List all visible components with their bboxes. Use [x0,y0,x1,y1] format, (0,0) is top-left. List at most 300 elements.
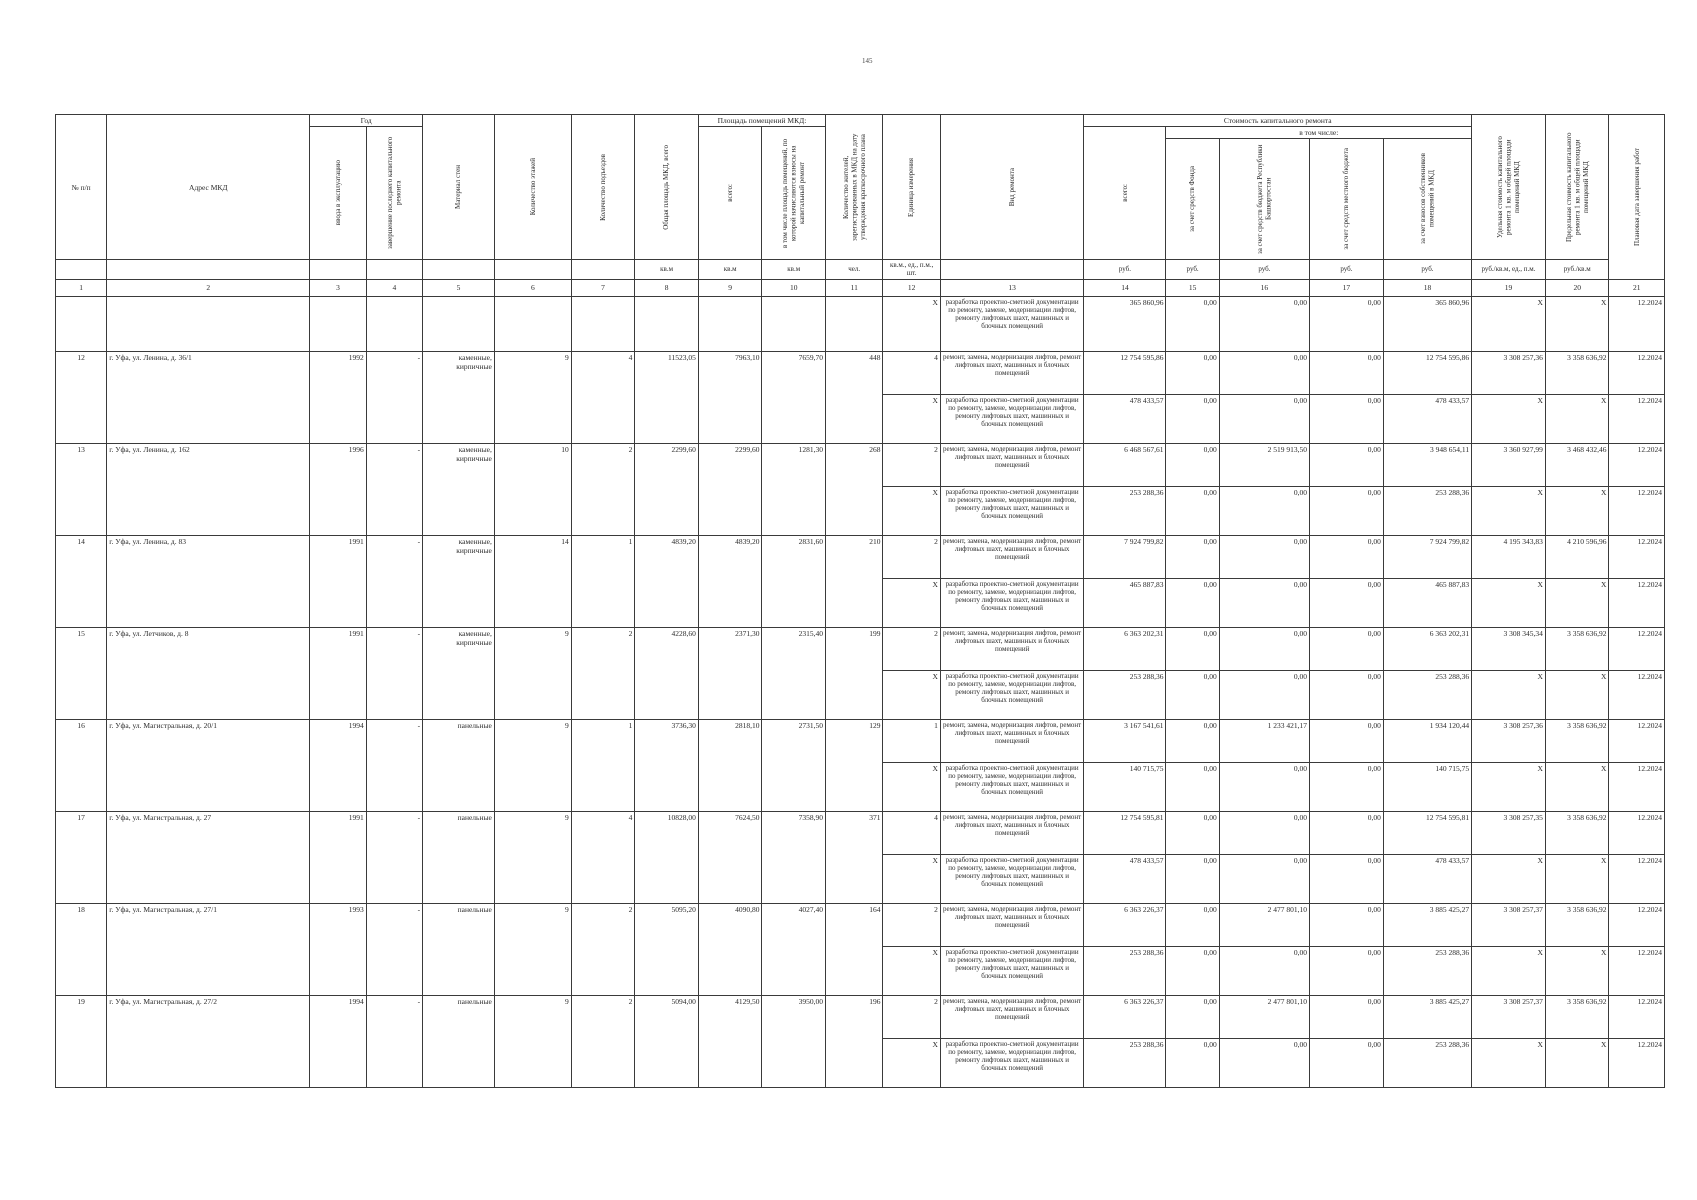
work-type-cell: разработка проектно-сметной документации по ремонту, замене, модернизации лифтов, ремонту лифтовых шахт, машинных и блочных помещений [940,946,1084,995]
unit-cell: X [883,578,940,627]
limit-cost-cell: X [1545,394,1609,443]
wall-material-cell: панельные [423,719,495,811]
cost-fund-cell: 0,00 [1166,443,1219,486]
cost-republic-cell: 0,00 [1219,854,1309,903]
column-number: 3 [310,279,366,296]
cost-fund-cell: 0,00 [1166,1038,1219,1087]
limit-cost-cell: 3 358 636,92 [1545,351,1609,394]
page-number: 145 [862,57,873,65]
planned-date-cell: 12.2024 [1609,578,1665,627]
cost-owners-cell: 465 887,83 [1383,578,1471,627]
total-area-cell: 5095,20 [635,903,699,995]
row-number-cell: 12 [56,351,107,443]
planned-date-cell: 12.2024 [1609,351,1665,394]
table-row [56,296,1665,351]
entrances-cell: 2 [571,627,635,719]
cost-republic-cell: 2 519 913,50 [1219,443,1309,486]
cost-republic-cell: 0,00 [1219,394,1309,443]
cost-republic-cell: 0,00 [1219,578,1309,627]
residents-cell: 196 [826,995,883,1087]
address-cell: г. Уфа, ул. Ленина, д. 83 [107,535,310,627]
cost-local-cell: 0,00 [1310,351,1384,394]
header-limit-cost: Предельная стоимость капитального ремонта 1 кв. м общей площади помещений МКД [1545,115,1609,260]
floors-cell: 14 [494,535,571,627]
cost-owners-cell: 253 288,36 [1383,946,1471,995]
column-number: 5 [423,279,495,296]
wall-material-cell: каменные, кирпичные [423,443,495,535]
unit-cost-cell: 3 308 345,34 [1472,627,1546,670]
cost-owners-cell: 7 924 799,82 [1383,535,1471,578]
residents-cell: 164 [826,903,883,995]
column-number: 12 [883,279,940,296]
year-commission-cell: 1993 [310,903,366,995]
cost-republic-cell: 0,00 [1219,486,1309,535]
work-type-cell: разработка проектно-сметной документации по ремонту, замене, модернизации лифтов, ремонту лифтовых шахт, машинных и блочных помещений [940,762,1084,811]
area-all-cell: 4839,20 [698,535,762,627]
column-number: 4 [366,279,422,296]
unit-cell: X [883,946,940,995]
cost-total-cell: 365 860,96 [1084,296,1166,351]
planned-date-cell: 12.2024 [1609,394,1665,443]
address-cell: г. Уфа, ул. Ленина, д. 162 [107,443,310,535]
limit-cost-cell: X [1545,762,1609,811]
cost-total-cell: 6 363 226,37 [1084,995,1166,1038]
address-cell: г. Уфа, ул. Летчиков, д. 8 [107,627,310,719]
cost-local-cell: 0,00 [1310,670,1384,719]
limit-cost-cell: X [1545,946,1609,995]
table-header [56,115,1665,297]
row-number-cell: 14 [56,535,107,627]
cost-fund-cell: 0,00 [1166,627,1219,670]
cost-fund-cell: 0,00 [1166,351,1219,394]
area-all-cell: 2371,30 [698,627,762,719]
table-row [56,811,1665,854]
unit-cell: 4 [883,811,940,854]
unit-cell: 2 [883,627,940,670]
year-last-repair-cell: - [366,903,422,995]
year-last-repair-cell: - [366,443,422,535]
area-all-cell: 2299,60 [698,443,762,535]
units-row [56,260,1665,280]
planned-date-cell: 12.2024 [1609,946,1665,995]
cost-republic-cell: 0,00 [1219,811,1309,854]
limit-cost-cell: 3 358 636,92 [1545,995,1609,1038]
cost-local-cell: 0,00 [1310,1038,1384,1087]
header-area-all: всего: [698,127,762,260]
area-residents-cell: 7358,90 [762,811,826,903]
planned-date-cell: 12.2024 [1609,627,1665,670]
unit-label: руб. [1383,260,1471,280]
wall-material-cell: панельные [423,995,495,1087]
planned-date-cell: 12.2024 [1609,854,1665,903]
unit-cell: 2 [883,443,940,486]
column-number: 16 [1219,279,1309,296]
area-all-cell: 4090,80 [698,903,762,995]
year-last-repair-cell: - [366,995,422,1087]
work-type-cell: разработка проектно-сметной документации по ремонту, замене, модернизации лифтов, ремонту лифтовых шахт, машинных и блочных помещений [940,578,1084,627]
planned-date-cell: 12.2024 [1609,443,1665,486]
limit-cost-cell: X [1545,854,1609,903]
year-last-repair-cell: - [366,627,422,719]
wall-material-cell: каменные, кирпичные [423,351,495,443]
limit-cost-cell: 3 358 636,92 [1545,903,1609,946]
cost-total-cell: 253 288,36 [1084,486,1166,535]
limit-cost-cell: X [1545,1038,1609,1087]
header-cost-local: за счет средств местного бюджета [1310,139,1384,260]
cost-republic-cell: 2 477 801,10 [1219,903,1309,946]
address-cell: г. Уфа, ул. Магистральная, д. 20/1 [107,719,310,811]
address-cell: г. Уфа, ул. Магистральная, д. 27/1 [107,903,310,995]
area-residents-cell: 3950,00 [762,995,826,1087]
work-type-cell: ремонт, замена, модернизация лифтов, ремонт лифтовых шахт, машинных и блочных помещений [940,535,1084,578]
planned-date-cell: 12.2024 [1609,762,1665,811]
planned-date-cell: 12.2024 [1609,670,1665,719]
column-number: 10 [762,279,826,296]
header-premises-area-group: Площадь помещений МКД: [698,115,825,127]
area-residents-cell: 2315,40 [762,627,826,719]
wall-material-cell: каменные, кирпичные [423,627,495,719]
column-number: 20 [1545,279,1609,296]
area-all-cell: 4129,50 [698,995,762,1087]
planned-date-cell: 12.2024 [1609,486,1665,535]
unit-label: руб./кв.м, ед., п.м. [1472,260,1546,280]
work-type-cell: ремонт, замена, модернизация лифтов, ремонт лифтовых шахт, машинных и блочных помещений [940,719,1084,762]
cost-local-cell: 0,00 [1310,296,1384,351]
repair-plan-table [55,114,1665,1088]
row-number-cell: 19 [56,995,107,1087]
column-number: 8 [635,279,699,296]
cost-owners-cell: 253 288,36 [1383,670,1471,719]
cost-local-cell: 0,00 [1310,578,1384,627]
column-number-row [56,279,1665,296]
cost-republic-cell: 0,00 [1219,670,1309,719]
total-area-cell: 2299,60 [635,443,699,535]
unit-cell: X [883,1038,940,1087]
unit-label: руб. [1219,260,1309,280]
unit-cost-cell: 3 308 257,37 [1472,903,1546,946]
work-type-cell: ремонт, замена, модернизация лифтов, ремонт лифтовых шахт, машинных и блочных помещений [940,903,1084,946]
column-number: 18 [1383,279,1471,296]
cost-local-cell: 0,00 [1310,535,1384,578]
wall-material-cell: панельные [423,903,495,995]
header-year-commission: ввода в эксплуатацию [310,127,366,260]
cost-fund-cell: 0,00 [1166,811,1219,854]
work-type-cell: разработка проектно-сметной документации по ремонту, замене, модернизации лифтов, ремонту лифтовых шахт, машинных и блочных помещений [940,854,1084,903]
floors-cell: 10 [494,443,571,535]
header-cost-total: всего: [1084,127,1166,260]
unit-label: руб./кв.м [1545,260,1609,280]
planned-date-cell: 12.2024 [1609,535,1665,578]
cost-fund-cell: 0,00 [1166,670,1219,719]
floors-cell: 9 [494,903,571,995]
header-residents: Количество жителей, зарегистрированных в МКД на дату утверждения краткосрочного плана [826,115,883,260]
entrances-cell: 1 [571,535,635,627]
year-last-repair-cell: - [366,351,422,443]
unit-cell: X [883,486,940,535]
table-row [56,627,1665,670]
cost-republic-cell: 0,00 [1219,296,1309,351]
table-row [56,351,1665,394]
floors-cell: 9 [494,719,571,811]
cost-local-cell: 0,00 [1310,627,1384,670]
unit-cost-cell: 3 308 257,36 [1472,351,1546,394]
cost-republic-cell: 0,00 [1219,946,1309,995]
column-number: 21 [1609,279,1665,296]
work-type-cell: ремонт, замена, модернизация лифтов, ремонт лифтовых шахт, машинных и блочных помещений [940,811,1084,854]
cost-fund-cell: 0,00 [1166,854,1219,903]
year-commission-cell: 1991 [310,535,366,627]
cost-total-cell: 253 288,36 [1084,1038,1166,1087]
work-type-cell: ремонт, замена, модернизация лифтов, ремонт лифтовых шахт, машинных и блочных помещений [940,443,1084,486]
area-residents-cell: 1281,30 [762,443,826,535]
row-number-cell: 13 [56,443,107,535]
unit-cell: X [883,854,940,903]
cost-total-cell: 12 754 595,81 [1084,811,1166,854]
header-planned-date: Плановая дата завершения работ [1609,115,1665,280]
column-number: 17 [1310,279,1384,296]
residents-cell: 371 [826,811,883,903]
cost-republic-cell: 2 477 801,10 [1219,995,1309,1038]
header-year-group: Год [310,115,423,127]
unit-cell: 2 [883,995,940,1038]
unit-label: кв.м., ед., п.м., шт. [883,260,940,280]
table-row [56,995,1665,1038]
column-number: 2 [107,279,310,296]
row-number-cell: 17 [56,811,107,903]
header-wall: Материал стен [423,115,495,260]
cost-owners-cell: 3 948 654,11 [1383,443,1471,486]
unit-cost-cell: X [1472,578,1546,627]
total-area-cell: 10828,00 [635,811,699,903]
limit-cost-cell: 3 358 636,92 [1545,627,1609,670]
year-commission-cell: 1992 [310,351,366,443]
cost-fund-cell: 0,00 [1166,762,1219,811]
area-residents-cell: 7659,70 [762,351,826,443]
wall-material-cell: каменные, кирпичные [423,535,495,627]
year-last-repair-cell: - [366,811,422,903]
address-cell: г. Уфа, ул. Магистральная, д. 27 [107,811,310,903]
repair-plan-sheet [55,114,1665,1088]
work-type-cell: разработка проектно-сметной документации по ремонту, замене, модернизации лифтов, ремонту лифтовых шахт, машинных и блочных помещений [940,394,1084,443]
residents-cell: 210 [826,535,883,627]
cost-total-cell: 465 887,83 [1084,578,1166,627]
cost-fund-cell: 0,00 [1166,296,1219,351]
year-commission-cell: 1994 [310,719,366,811]
unit-label: руб. [1084,260,1166,280]
limit-cost-cell: 3 468 432,46 [1545,443,1609,486]
unit-cost-cell: X [1472,296,1546,351]
cost-local-cell: 0,00 [1310,995,1384,1038]
cost-fund-cell: 0,00 [1166,995,1219,1038]
entrances-cell: 2 [571,443,635,535]
work-type-cell: разработка проектно-сметной документации по ремонту, замене, модернизации лифтов, ремонту лифтовых шахт, машинных и блочных помещений [940,1038,1084,1087]
row-number-cell: 15 [56,627,107,719]
unit-cost-cell: 3 308 257,35 [1472,811,1546,854]
cost-owners-cell: 253 288,36 [1383,486,1471,535]
unit-cost-cell: 4 195 343,83 [1472,535,1546,578]
cost-total-cell: 140 715,75 [1084,762,1166,811]
residents-cell: 268 [826,443,883,535]
area-all-cell: 2818,10 [698,719,762,811]
planned-date-cell: 12.2024 [1609,903,1665,946]
cost-republic-cell: 0,00 [1219,351,1309,394]
entrances-cell: 4 [571,811,635,903]
total-area-cell: 3736,30 [635,719,699,811]
cost-total-cell: 478 433,57 [1084,854,1166,903]
cost-fund-cell: 0,00 [1166,394,1219,443]
table-row [56,719,1665,762]
unit-cost-cell: X [1472,1038,1546,1087]
year-commission-cell: 1996 [310,443,366,535]
table-row [56,535,1665,578]
header-cost-group: Стоимость капитального ремонта [1084,115,1472,127]
planned-date-cell: 12.2024 [1609,719,1665,762]
unit-cell: X [883,394,940,443]
floors-cell: 9 [494,627,571,719]
cost-owners-cell: 12 754 595,86 [1383,351,1471,394]
column-number: 1 [56,279,107,296]
residents-cell: 448 [826,351,883,443]
work-type-cell: разработка проектно-сметной документации по ремонту, замене, модернизации лифтов, ремонту лифтовых шахт, машинных и блочных помещений [940,486,1084,535]
total-area-cell: 11523,05 [635,351,699,443]
header-year-last-repair: завершение последнего капитального ремонта [366,127,422,260]
area-residents-cell: 2731,50 [762,719,826,811]
column-number: 14 [1084,279,1166,296]
area-all-cell: 7624,50 [698,811,762,903]
total-area-cell: 4228,60 [635,627,699,719]
header-unit: Единица измерения [883,115,940,260]
cost-local-cell: 0,00 [1310,946,1384,995]
cost-republic-cell: 0,00 [1219,627,1309,670]
residents-cell: 129 [826,719,883,811]
floors-cell: 9 [494,351,571,443]
planned-date-cell: 12.2024 [1609,811,1665,854]
column-number: 6 [494,279,571,296]
table-body [56,296,1665,1087]
header-cost-republic: за счет средств бюджета Республики Башкортостан [1219,139,1309,260]
year-last-repair-cell: - [366,535,422,627]
cost-fund-cell: 0,00 [1166,535,1219,578]
column-number: 7 [571,279,635,296]
cost-owners-cell: 3 885 425,27 [1383,903,1471,946]
cost-local-cell: 0,00 [1310,443,1384,486]
unit-cell: X [883,762,940,811]
entrances-cell: 4 [571,351,635,443]
unit-cell: 4 [883,351,940,394]
cost-owners-cell: 365 860,96 [1383,296,1471,351]
cost-total-cell: 253 288,36 [1084,946,1166,995]
limit-cost-cell: X [1545,670,1609,719]
entrances-cell: 1 [571,719,635,811]
cost-owners-cell: 478 433,57 [1383,394,1471,443]
cost-total-cell: 12 754 595,86 [1084,351,1166,394]
year-commission-cell: 1991 [310,811,366,903]
planned-date-cell: 12.2024 [1609,995,1665,1038]
unit-cost-cell: X [1472,486,1546,535]
limit-cost-cell: X [1545,296,1609,351]
cost-owners-cell: 6 363 202,31 [1383,627,1471,670]
cost-fund-cell: 0,00 [1166,719,1219,762]
area-residents-cell: 2831,60 [762,535,826,627]
header-area-residents: в том числе площадь помещений, по которой начисляются взносы на капитальный ремонт [762,127,826,260]
limit-cost-cell: X [1545,486,1609,535]
limit-cost-cell: X [1545,578,1609,627]
total-area-cell: 5094,00 [635,995,699,1087]
unit-cell: 1 [883,719,940,762]
cost-local-cell: 0,00 [1310,762,1384,811]
wall-material-cell: панельные [423,811,495,903]
cost-fund-cell: 0,00 [1166,946,1219,995]
header-cost-fund: за счет средств Фонда [1166,139,1219,260]
unit-label: кв.м [762,260,826,280]
cost-republic-cell: 0,00 [1219,1038,1309,1087]
unit-cell: 2 [883,535,940,578]
cost-total-cell: 3 167 541,61 [1084,719,1166,762]
year-last-repair-cell: - [366,719,422,811]
header-unit-cost: Удельная стоимость капитального ремонта 1 кв. м общей площади помещений МКД [1472,115,1546,260]
address-cell: г. Уфа, ул. Магистральная, д. 27/2 [107,995,310,1087]
unit-label: кв.м [635,260,699,280]
unit-cost-cell: X [1472,762,1546,811]
area-all-cell: 7963,10 [698,351,762,443]
header-entrances: Количество подъездов [571,115,635,260]
row-number-cell: 18 [56,903,107,995]
year-commission-cell: 1994 [310,995,366,1087]
cost-total-cell: 7 924 799,82 [1084,535,1166,578]
header-total-area: Общая площадь МКД, всего [635,115,699,260]
total-area-cell: 4839,20 [635,535,699,627]
column-number: 13 [940,279,1084,296]
cost-local-cell: 0,00 [1310,854,1384,903]
cost-local-cell: 0,00 [1310,394,1384,443]
cost-owners-cell: 1 934 120,44 [1383,719,1471,762]
floors-cell: 9 [494,811,571,903]
floors-cell: 9 [494,995,571,1087]
header-work: Вид ремонта [940,115,1084,260]
unit-cost-cell: 3 308 257,36 [1472,719,1546,762]
unit-cost-cell: 3 360 927,99 [1472,443,1546,486]
unit-cell: 2 [883,903,940,946]
cost-local-cell: 0,00 [1310,903,1384,946]
limit-cost-cell: 3 358 636,92 [1545,719,1609,762]
cost-local-cell: 0,00 [1310,486,1384,535]
work-type-cell: ремонт, замена, модернизация лифтов, ремонт лифтовых шахт, машинных и блочных помещений [940,627,1084,670]
limit-cost-cell: 3 358 636,92 [1545,811,1609,854]
cost-total-cell: 253 288,36 [1084,670,1166,719]
area-residents-cell: 4027,40 [762,903,826,995]
cost-total-cell: 6 363 226,37 [1084,903,1166,946]
planned-date-cell: 12.2024 [1609,1038,1665,1087]
header-address: Адрес МКД [107,115,310,260]
work-type-cell: ремонт, замена, модернизация лифтов, ремонт лифтовых шахт, машинных и блочных помещений [940,995,1084,1038]
cost-fund-cell: 0,00 [1166,903,1219,946]
column-number: 11 [826,279,883,296]
table-row [56,443,1665,486]
unit-label: руб. [1166,260,1219,280]
unit-label: чел. [826,260,883,280]
cost-fund-cell: 0,00 [1166,578,1219,627]
unit-cell: X [883,670,940,719]
column-number: 19 [1472,279,1546,296]
cost-total-cell: 6 468 567,61 [1084,443,1166,486]
unit-cost-cell: 3 308 257,37 [1472,995,1546,1038]
year-commission-cell: 1991 [310,627,366,719]
unit-cell: X [883,296,940,351]
cost-local-cell: 0,00 [1310,719,1384,762]
work-type-cell: разработка проектно-сметной документации по ремонту, замене, модернизации лифтов, ремонту лифтовых шахт, машинных и блочных помещений [940,296,1084,351]
cost-owners-cell: 12 754 595,81 [1383,811,1471,854]
row-number-cell: 16 [56,719,107,811]
